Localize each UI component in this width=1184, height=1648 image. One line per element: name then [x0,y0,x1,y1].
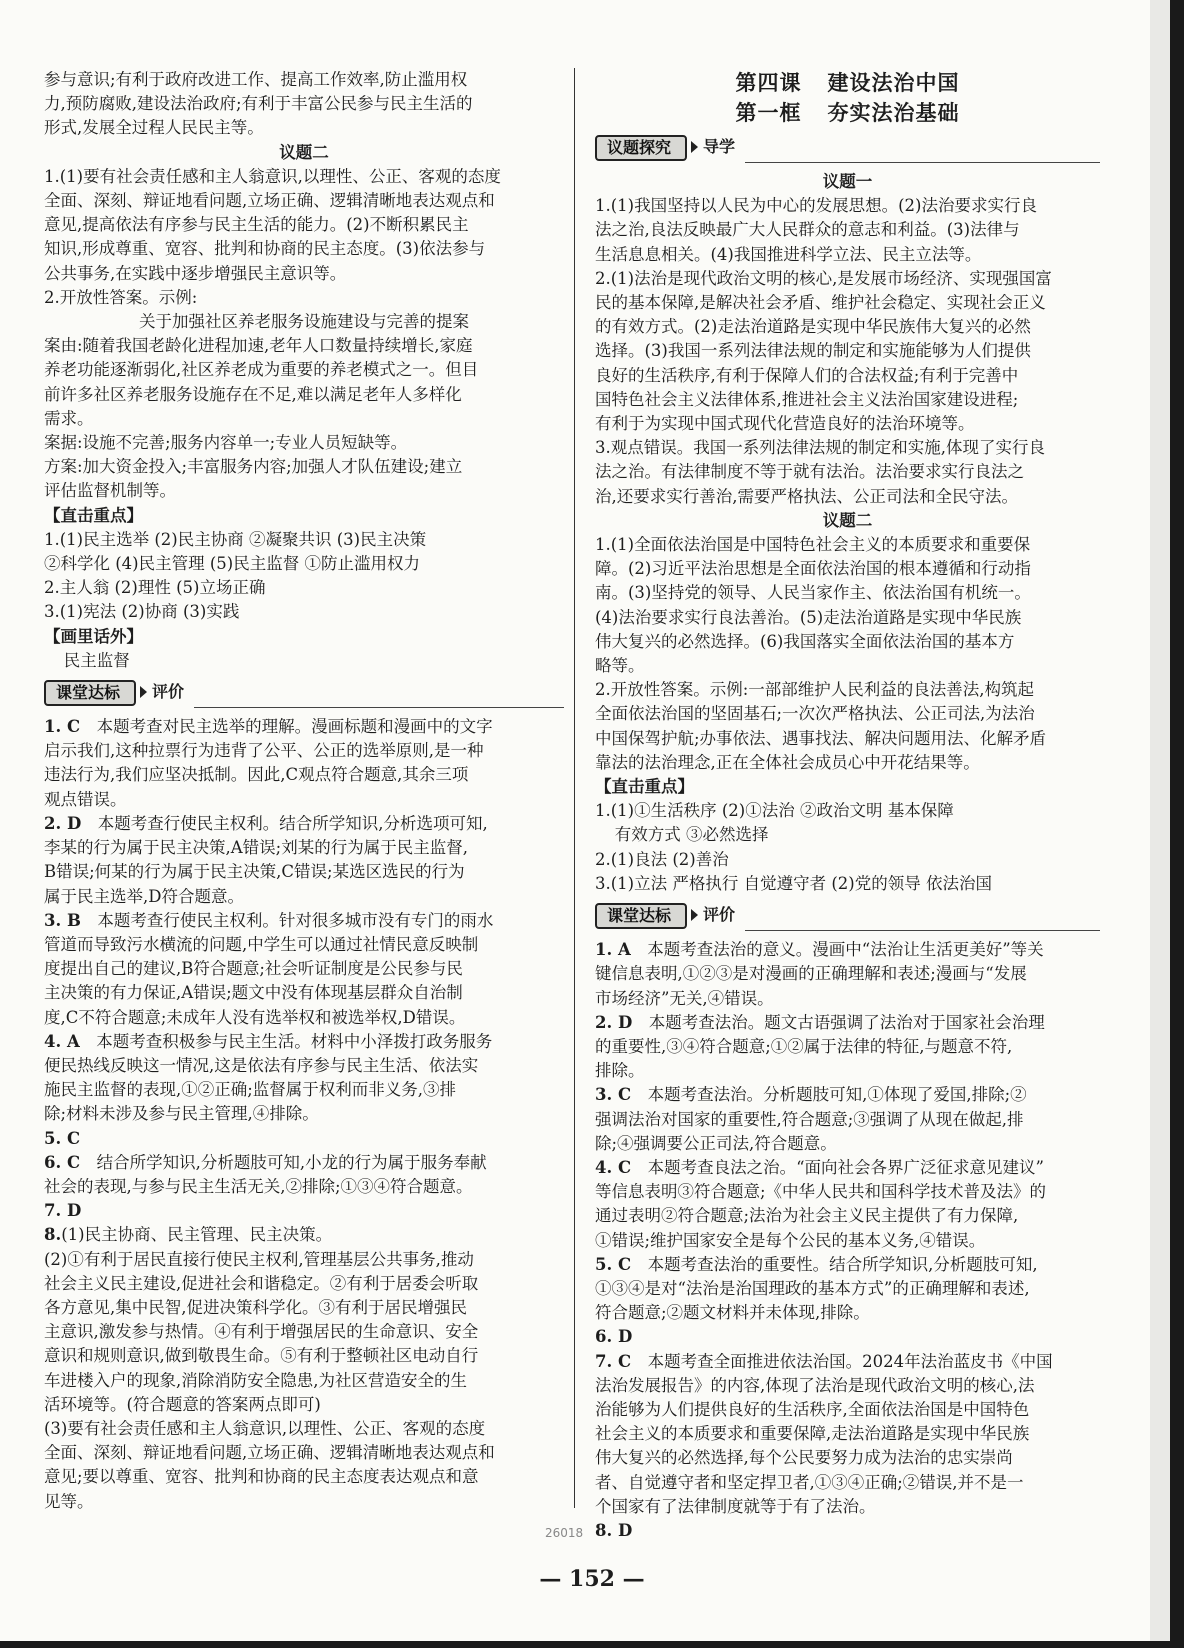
text-line: 的有效方式。(2)走法治道路是实现中华民族伟大复兴的必然 [595,317,1031,337]
answer-number: 6. C [44,1152,81,1172]
proposal-title: 关于加强社区养老服务设施建设与完善的提案 [139,312,469,332]
answer-text: 强调法治对国家的重要性,符合题意;③强调了从现在做起,排 [595,1109,1024,1129]
text-line: 略等。 [595,656,645,676]
left-topic2-q1 [44,165,564,286]
text-line: (4)法治要求实行良法善治。(5)走法治道路是实现中华民族 [595,607,1022,627]
lesson-title [595,68,1100,98]
answer-text: 符合题意;②题文材料并未体现,排除。 [595,1303,870,1323]
right-topic2-title: 议题二 [822,510,873,530]
answer-item [595,1519,1100,1543]
text-line: 案据:设施不完善;服务内容单一;专业人员短缺等。 [44,433,408,453]
text-line: 全面、深刻、辩证地看问题,立场正确、逻辑清晰地表达观点和 [44,191,495,211]
left-q2-head: 2.开放性答案。示例: [44,287,198,307]
frame-number: 第一框 [735,100,802,125]
key-point-line: 2.(1)良法 (2)善治 [595,849,729,869]
text-line: 力,预防腐败,建设法治政府;有利于丰富公民参与民主生活的 [44,94,473,114]
answer-text: 本题考查法治的重要性。结合所学知识,分析题肢可知, [631,1254,1038,1274]
answer-item [44,1127,564,1151]
answer-item [595,1083,1100,1156]
answer-text: 全面、深刻、辩证地看问题,立场正确、逻辑清晰地表达观点和 [44,1443,495,1463]
answer-item [595,938,1100,1011]
text-line: 法之治。有法律制度不等于就有法治。法治要求实行良法之 [595,462,1024,482]
answer-text: 车进楼入户的现象,消除消防安全隐患,为社区营造安全的生 [44,1370,467,1390]
text-line: 中国保驾护航;办事依法、遇事找法、解决问题用法、化解矛盾 [595,728,1047,748]
right-banner-2-tag: 课堂达标 [595,903,687,929]
answer-text: 通过表明②符合题意;法治为社会主义民主提供了有力保障, [595,1206,1019,1226]
answer-number: 8. [44,1225,62,1245]
answer-item [44,1199,564,1223]
banner-arrow-icon [691,141,698,153]
right-banner-2-word: 评价 [703,905,736,925]
text-line: 全面依法治国的坚固基石;一次次严格执法、公正司法,为法治 [595,704,1035,724]
frame-title [595,98,1100,128]
page-edge-shadow [1150,0,1170,1648]
answer-number: 5. C [44,1128,81,1148]
answer-text: 度提出自己的建议,B符合题意;社会听证制度是公民参与民 [44,959,463,979]
text-line: 前许多社区养老服务设施存在不足,难以满足老年人多样化 [44,384,462,404]
answer-text: 键信息表明,①②③是对漫画的正确理解和表述;漫画与“发展 [595,964,1027,984]
answer-text: 市场经济”无关,④错误。 [595,988,774,1008]
left-key-points [44,528,564,625]
text-line: 南。(3)坚持党的领导、人民当家作主、依法治国有机统一。 [595,583,1031,603]
print-code: 26018 [545,1526,584,1540]
answer-text: 违法行为,我们应坚决抵制。因此,C观点符合题意,其余三项 [44,765,469,785]
answer-text: 主决策的有力保证,A错误;题文中没有体现基层群众自治制 [44,983,463,1003]
answer-text: 观点错误。 [44,789,127,809]
answer-text: 结合所学知识,分析题肢可知,小龙的行为属于服务奉献 [80,1152,487,1172]
left-key-title: 【直击重点】 [44,505,143,525]
text-line: 伟大复兴的必然选择。(6)我国落实全面依法治国的基本方 [595,631,1015,651]
answer-number: 7. D [44,1201,82,1221]
answer-text: 等信息表明③符合题意;《中华人民共和国科学技术普及法》的 [595,1182,1047,1202]
page-edge-dark [1170,0,1184,1648]
answer-number: 1. C [44,717,81,737]
left-banner-word: 评价 [152,682,185,702]
answer-text: ①错误;维护国家安全是每个公民的基本义务,④错误。 [595,1230,986,1250]
left-banner-tag: 课堂达标 [44,680,136,706]
answer-text: 个国家有了法律制度就等于有了法治。 [595,1496,876,1516]
answer-number: 4. C [595,1157,632,1177]
answer-text: 意识和规则意识,做到敬畏生命。⑤有利于整顿社区电动自行 [44,1346,479,1366]
answer-item [595,1350,1100,1519]
answer-number: 4. A [44,1031,80,1051]
right-topic1-answers [595,194,1100,509]
key-point-line: ②科学化 (4)民主管理 (5)民主监督 ①防止滥用权力 [44,554,420,574]
answer-text: 的重要性,③④符合题意;①②属于法律的特征,与题意不符, [595,1036,1013,1056]
text-line: 意见,提高依法有序参与民主生活的能力。(2)不断积累民主 [44,215,469,235]
answer-text: 各方意见,集中民智,促进决策科学化。③有利于居民增强民 [44,1297,467,1317]
right-topic1-title: 议题一 [822,172,873,191]
left-intro [44,68,564,141]
answer-text: B错误;何某的行为属于民主决策,C错误;某选区选民的行为 [44,862,465,882]
answer-text: (2)①有利于居民直接行使民主权利,管理基层公共事务,推动 [44,1249,474,1269]
text-line: 参与意识;有利于政府改进工作、提高工作效率,防止滥用权 [44,70,468,89]
left-banner [44,677,564,711]
answer-text: 本题考查对民主选举的理解。漫画标题和漫画中的文字 [80,717,493,737]
answer-text: 度,C不符合题意;未成年人没有选举权和被选举权,D错误。 [44,1007,466,1027]
text-line: 知识,形成尊重、宽容、批判和协商的民主态度。(3)依法参与 [44,239,486,259]
answer-text: 本题考查全面推进依法治国。2024年法治蓝皮书《中国 [631,1351,1053,1371]
text-line: 生活息息相关。(4)我国推进科学立法、民主立法等。 [595,244,982,264]
answer-text: (1)民主协商、民主管理、民主决策。 [61,1225,333,1245]
picture-talk-title: 【画里话外】 [44,626,143,646]
answer-number: 2. D [44,813,82,833]
answer-number: 6. D [595,1327,633,1347]
answer-text: (3)要有社会责任感和主人翁意识,以理性、公正、客观的态度 [44,1418,486,1438]
answer-text: 施民主监督的表现,①②正确;监督属于权利而非义务,③排 [44,1080,457,1100]
text-line: 公共事务,在实践中逐步增强民主意识等。 [44,263,347,283]
answer-number: 3. C [595,1085,632,1105]
answer-number: 7. C [595,1351,632,1371]
text-line: 选择。(3)我国一系列法律法规的制定和实施能够为人们提供 [595,341,1031,361]
text-line: 3.观点错误。我国一系列法律法规的制定和实施,体现了实行良 [595,438,1045,458]
text-line: 良好的生活秩序,有利于保障人们的合法权益;有利于完善中 [595,365,1019,385]
right-topic2-answers [595,533,1100,775]
answer-item [44,909,564,1030]
answer-number: 2. D [595,1012,633,1032]
text-line: 评估监督机制等。 [44,481,176,501]
text-line: 2.开放性答案。示例:一部部维护人民利益的良法善法,构筑起 [595,680,1035,700]
text-line: 形式,发展全过程人民民主等。 [44,118,264,138]
text-line: 1.(1)要有社会责任感和主人翁意识,以理性、公正、客观的态度 [44,166,501,186]
answer-text: 便民热线反映这一情况,这是依法有序参与民主生活、依法实 [44,1055,479,1075]
right-banner-1 [595,132,1100,166]
answer-text: 除;材料未涉及参与民主管理,④排除。 [44,1104,319,1124]
frame-name: 夯实法治基础 [827,100,960,125]
text-line: 1.(1)全面依法治国是中国特色社会主义的本质要求和重要保 [595,535,1031,555]
answer-number: 5. C [595,1254,632,1274]
left-column [44,68,564,1514]
text-line: 养老功能逐渐弱化,社区养老成为重要的养老模式之一。但目 [44,360,479,380]
text-line: 国特色社会主义法律体系,推进社会主义法治国家建设进程; [595,389,1019,409]
column-divider [574,68,575,1508]
answer-text: 属于民主选举,D符合题意。 [44,886,244,906]
banner-arrow-icon [140,686,147,698]
right-column [595,68,1100,1543]
answer-text: 本题考查良法之治。“面向社会各界广泛征求意见建议” [631,1157,1044,1177]
answer-text: 活环境等。(符合题意的答案两点即可) [44,1394,321,1414]
answer-number: 8. D [595,1520,633,1540]
text-line: 障。(2)习近平法治思想是全面依法治国的根本遵循和行动指 [595,559,1031,579]
answer-item [595,1325,1100,1349]
answer-text: 伟大复兴的必然选择,每个公民要努力成为法治的忠实崇尚 [595,1448,1013,1468]
answer-text: 主意识,激发参与热情。④有利于增强居民的生命意识、安全 [44,1322,479,1342]
answer-text: 社会主义的本质要求和重要保障,走法治道路是实现中华民族 [595,1424,1030,1444]
text-line: 民的基本保障,是解决社会矛盾、维护社会稳定、实现社会正义 [595,293,1046,313]
right-key-title: 【直击重点】 [595,777,694,797]
right-banner-1-tag: 议题探究 [595,135,687,161]
answer-text: ①③④是对“法治是治国理政的基本方式”的正确理解和表述, [595,1278,1030,1298]
answer-item [44,1151,564,1199]
answer-item [44,1223,564,1513]
left-answers [44,715,564,1514]
text-line: 需求。 [44,408,94,428]
right-banner-2 [595,900,1100,934]
text-line: 法之治,良法反映最广大人民群众的意志和利益。(3)法律与 [595,220,1020,240]
answer-text: 本题考查法治。分析题肢可知,①体现了爱国,排除;② [631,1085,1027,1105]
page-number: — 152 — [539,1566,645,1592]
answer-item [44,1030,564,1127]
picture-talk-answer: 民主监督 [63,650,130,670]
answer-item [595,1156,1100,1253]
key-point-line: 有效方式 ③必然选择 [614,825,769,845]
answer-text: 管道而导致污水横流的问题,中学生可以通过社情民意反映制 [44,934,479,954]
text-line: 方案:加大资金投入;丰富服务内容;加强人才队伍建设;建立 [44,457,463,477]
answer-text: 社会的表现,与参与民主生活无关,②排除;①③④符合题意。 [44,1176,473,1196]
key-point-line: 2.主人翁 (2)理性 (5)立场正确 [44,578,266,598]
answer-text: 法治发展报告》的内容,体现了法治是现代政治文明的核心,法 [595,1375,1035,1395]
answer-text: 者、自觉遵守者和坚定捍卫者,①③④正确;②错误,并不是一 [595,1472,1024,1492]
answer-text: 除;④强调要公正司法,符合题意。 [595,1133,837,1153]
answer-item [44,812,564,909]
key-point-line: 3.(1)宪法 (2)协商 (3)实践 [44,602,240,622]
key-point-line: 1.(1)民主选举 (2)民主协商 ②凝聚共识 (3)民主决策 [44,529,427,549]
key-point-line: 3.(1)立法 严格执行 自觉遵守者 (2)党的领导 依法治国 [595,873,992,893]
text-line: 治,还要求实行善治,需要严格执法、公正司法和全民守法。 [595,486,1018,506]
text-line: 1.(1)我国坚持以人民为中心的发展思想。(2)法治要求实行良 [595,196,1037,216]
text-line: 靠法的法治理念,正在全体社会成员心中开花结果等。 [595,752,980,772]
answer-number: 1. A [595,940,631,960]
text-line: 有利于为实现中国式现代化营造良好的法治环境等。 [595,414,975,434]
lesson-name: 建设法治中国 [827,70,960,95]
answer-item [595,1253,1100,1326]
left-topic2-title: 议题二 [279,142,329,162]
text-line: 案由:随着我国老龄化进程加速,老年人口数量持续增长,家庭 [44,336,473,356]
answer-text: 本题考查法治。题文古语强调了法治对于国家社会治理 [632,1012,1045,1032]
answer-item [44,715,564,812]
answer-text: 社会主义民主建设,促进社会和谐稳定。②有利于居委会听取 [44,1273,479,1293]
answer-number: 3. B [44,910,81,930]
answer-text: 意见;要以尊重、宽容、批判和协商的民主态度表达观点和意 [44,1467,479,1487]
right-answers [595,938,1100,1543]
answer-text: 李某的行为属于民主决策,A错误;刘某的行为属于民主监督, [44,838,468,858]
answer-text: 排除。 [595,1061,645,1081]
page-edge-bottom [0,1641,1184,1648]
answer-text: 本题考查行使民主权利。结合所学知识,分析选项可知, [81,813,488,833]
answer-text: 见等。 [44,1491,94,1511]
answer-text: 本题考查行使民主权利。针对很多城市没有专门的雨水 [80,910,494,930]
answer-text: 本题考查积极参与民主生活。材料中小泽拨打政务服务 [79,1031,493,1051]
answer-text: 本题考查法治的意义。漫画中“法治让生活更美好”等关 [630,940,1044,960]
lesson-number: 第四课 [735,70,802,95]
key-point-line: 1.(1)①生活秩序 (2)①法治 ②政治文明 基本保障 [595,801,954,821]
text-line: 2.(1)法治是现代政治文明的核心,是发展市场经济、实现强国富 [595,268,1052,288]
answer-item [595,1011,1100,1084]
right-banner-1-word: 导学 [703,137,736,156]
answer-text: 启示我们,这种拉票行为违背了公平、公正的选举原则,是一种 [44,741,484,761]
answer-text: 治能够为人们提供良好的生活秩序,全面依法治国是中国特色 [595,1399,1030,1419]
right-key-points [595,799,1100,896]
banner-arrow-icon [691,909,698,921]
proposal-body [44,334,564,503]
